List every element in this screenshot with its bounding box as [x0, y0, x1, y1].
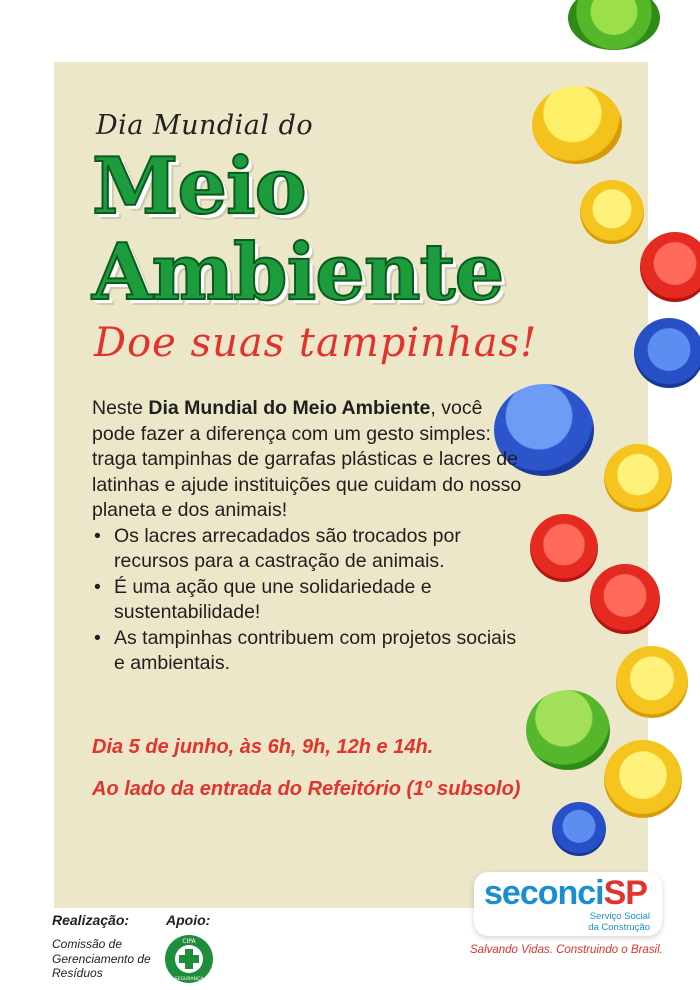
seconci-slogan: Salvando Vidas. Construindo o Brasil. — [470, 944, 663, 956]
blue-cap-icon — [634, 318, 700, 388]
cipa-logo-text: CIPA — [182, 938, 196, 945]
blue-cap-icon — [552, 802, 606, 856]
headline-ambiente: Ambiente — [92, 227, 504, 318]
yellow-cap-icon — [532, 86, 622, 164]
realizacao-org: Comissão de Gerenciamento de Resíduos — [52, 937, 151, 980]
seconci-logo — [474, 872, 662, 936]
body-text — [92, 396, 522, 677]
red-cap-icon — [530, 514, 598, 582]
green-cap-icon — [526, 690, 610, 770]
seconci-subtitle: Serviço Social da Construção — [588, 911, 650, 933]
bullet-item: • As tampinhas contribuem com projetos sociais e ambientais. — [92, 626, 522, 677]
intro-bold: Dia Mundial do Meio Ambiente — [148, 397, 431, 419]
bullet-item: • É uma ação que une solidariedade e sustentabilidade! — [92, 575, 522, 626]
cipa-logo-icon — [164, 934, 214, 984]
apoio-label: Apoio: — [166, 912, 211, 928]
realizacao-label: Realização: — [52, 912, 130, 928]
red-cap-icon — [590, 564, 660, 634]
seconci-wordmark: seconciSP — [484, 874, 647, 912]
yellow-cap-icon — [604, 740, 682, 818]
headline-meio: Meio — [92, 141, 306, 232]
event-date: Dia 5 de junho, às 6h, 9h, 12h e 14h. — [92, 736, 434, 758]
cipa-logo-bottom-text: SEGURANÇA — [174, 977, 204, 982]
red-cap-icon — [640, 232, 700, 302]
yellow-cap-icon — [604, 444, 672, 512]
green-cap-icon — [568, 0, 660, 50]
bullet-list — [92, 524, 522, 677]
bullet-item: • Os lacres arrecadados são trocados por recursos para a castração de animais. — [92, 524, 522, 575]
headline-intro: Dia Mundial do — [96, 110, 314, 141]
yellow-cap-icon — [616, 646, 688, 718]
headline-call-to-action: Doe suas tampinhas! — [94, 320, 538, 366]
event-location: Ao lado da entrada do Refeitório (1º subsolo) — [92, 778, 521, 800]
intro-paragraph: Neste Dia Mundial do Meio Ambiente, você pode fazer a diferença com um gesto simples: traga tampinhas de garrafas plásticas e lacres de latinhas e ajude instituições que cuidam do nosso planeta e dos animais! — [92, 397, 522, 521]
yellow-cap-icon — [580, 180, 644, 244]
